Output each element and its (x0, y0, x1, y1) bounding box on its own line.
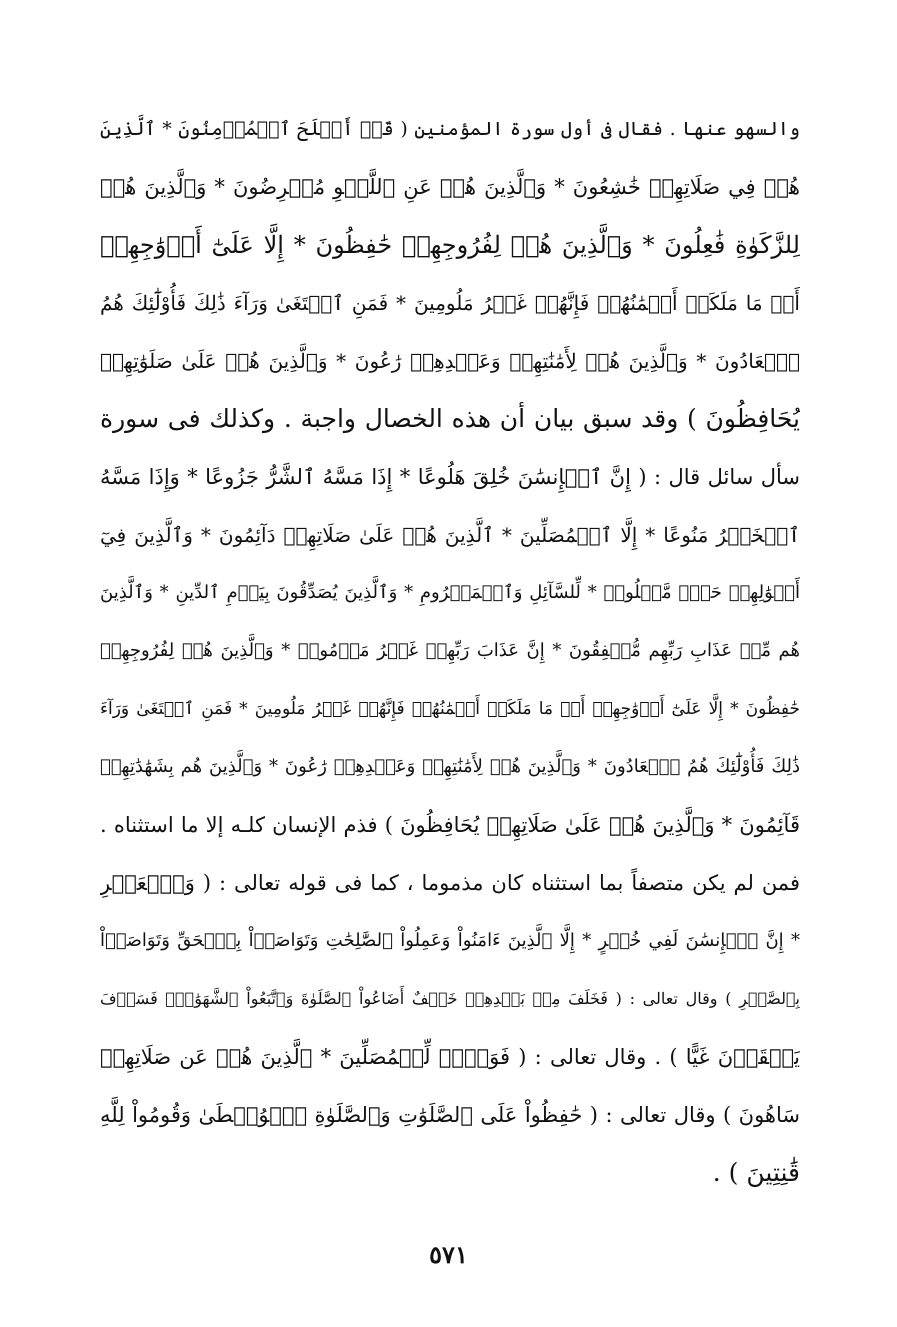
text-line: فمن لم يكن متصفاً بما استثناه كان مذموما ، كما فى قوله تعالى : ( وَٱلۡعَصۡرِ (100, 871, 800, 895)
text-line: سَاهُونَ ) وقال تعالى : ( حَٰفِظُواْ عَلَى ٱلصَّلَوَٰتِ وَٱلصَّلَوٰةِ ٱلۡوُسۡطَىٰ وَقُومُواْ لِلَّهِ (100, 1103, 800, 1127)
text-line: هُم مِّنۡ عَذَابِ رَبِّهِم مُّشۡفِقُونَ * إِنَّ عَذَابَ رَبِّهِمۡ غَيۡرُ مَأۡمُونٖ * وَٱلَّذِينَ هُمۡ لِفُرُوجِهِمۡ (100, 640, 800, 661)
text-line: لِلزَّكَوٰةِ فَٰعِلُونَ * وَٱلَّذِينَ هُمۡ لِفُرُوجِهِمۡ حَٰفِظُونَ * إِلَّا عَلَىٰٓ أَزۡوَٰجِهِمۡ (100, 231, 800, 259)
text-line: * إِنَّ ٱلۡإِنسَٰنَ لَفِي خُسۡرٍ * إِلَّا ٱلَّذِينَ ءَامَنُواْ وَعَمِلُواْ ٱلصَّٰلِحَٰتِ وَتَوَاصَوۡاْ بِٱلۡحَقِّ وَتَوَاصَوۡاْ (100, 930, 800, 951)
text-line: ذَٰلِكَ فَأُوْلَٰٓئِكَ هُمُ ٱلۡعَادُونَ * وَٱلَّذِينَ هُمۡ لِأَمَٰنَٰتِهِمۡ وَعَهۡدِهِمۡ رَٰعُونَ * وَٱلَّذِينَ هُم بِشَهَٰدَٰتِهِمۡ (100, 756, 800, 777)
text-line: بِٱلصَّبۡرِ ) وقال تعالى : ( فَخَلَفَ مِنۢ بَعۡدِهِمۡ خَلۡفٌ أَضَاعُواْ ٱلصَّلَوٰةَ وَٱتَّبَعُواْ ٱلشَّهَوَٰتِۖ فَسَوۡفَ (100, 989, 800, 1008)
text-line: حَٰفِظُونَ * إِلَّا عَلَىٰٓ أَزۡوَٰجِهِمۡ أَوۡ مَا مَلَكَتۡ أَيۡمَٰنُهُمۡ فَإِنَّهُمۡ غَيۡرُ مَلُومِينَ * فَمَنِ ٱبۡتَغَىٰ وَرَآءَ (100, 699, 800, 719)
text-line: يَلۡقَوۡنَ غَيًّا ) . وقال تعالى : ( فَوَيۡلٞ لِّلۡمُصَلِّينَ * ٱلَّذِينَ هُمۡ عَن صَلَاتِهِمۡ (100, 1045, 800, 1069)
text-line: أَمۡوَٰلِهِمۡ حَقّٞ مَّعۡلُومٞ * لِّلسَّآئِلِ وَٱلۡمَحۡرُومِ * وَٱلَّذِينَ يُصَدِّقُونَ بِيَوۡمِ ٱلدِّينِ * وَٱلَّذِينَ (100, 582, 800, 603)
body-text (100, 100, 800, 1202)
text-line: أَوۡ مَا مَلَكَتۡ أَيۡمَٰنُهُمۡ فَإِنَّهُمۡ غَيۡرُ مَلُومِينَ * فَمَنِ ٱبۡتَغَىٰ وَرَآءَ ذَٰلِكَ فَأُوْلَٰٓئِكَ هُمُ (100, 291, 800, 315)
text-line: والسهو عنها . فقال فى أول سورة المؤمنين ( قَدۡ أَفۡلَحَ ٱلۡمُؤۡمِنُونَ * ٱلَّذِينَ (100, 118, 800, 140)
text-line: ٱلۡعَادُونَ * وَٱلَّذِينَ هُمۡ لِأَمَٰنَٰتِهِمۡ وَعَهۡدِهِمۡ رَٰعُونَ * وَٱلَّذِينَ هُمۡ عَلَىٰ صَلَوَٰتِهِمۡ (100, 349, 800, 373)
text-line: هُمۡ فِي صَلَاتِهِمۡ خَٰشِعُونَ * وَٱلَّذِينَ هُمۡ عَنِ ٱللَّغۡوِ مُعۡرِضُونَ * وَٱلَّذِينَ هُمۡ (100, 175, 800, 199)
text-line: ٱلۡخَيۡرُ مَنُوعًا * إِلَّا ٱلۡمُصَلِّينَ * ٱلَّذِينَ هُمۡ عَلَىٰ صَلَاتِهِمۡ دَآئِمُونَ * وَٱلَّذِينَ فِيٓ (100, 523, 800, 547)
text-line: سأل سائل قال : ( إِنَّ ٱلۡإِنسَٰنَ خُلِقَ هَلُوعًا * إِذَا مَسَّهُ ٱلشَّرُّ جَزُوعًا * وَإِذَا مَسَّهُ (100, 465, 800, 489)
page-number: ٥٧١ (429, 1240, 468, 1269)
text-line: قَٰنِتِينَ ) . (712, 1158, 800, 1187)
text-line: قَآئِمُونَ * وَٱلَّذِينَ هُمۡ عَلَىٰ صَلَاتِهِمۡ يُحَافِظُونَ ) فذم الإنسان كلـه إلا ما استثناه . (100, 813, 800, 837)
text-line: يُحَافِظُونَ ) وقد سبق بيان أن هذه الخصال واجبة . وكذلك فى سورة (100, 404, 800, 433)
